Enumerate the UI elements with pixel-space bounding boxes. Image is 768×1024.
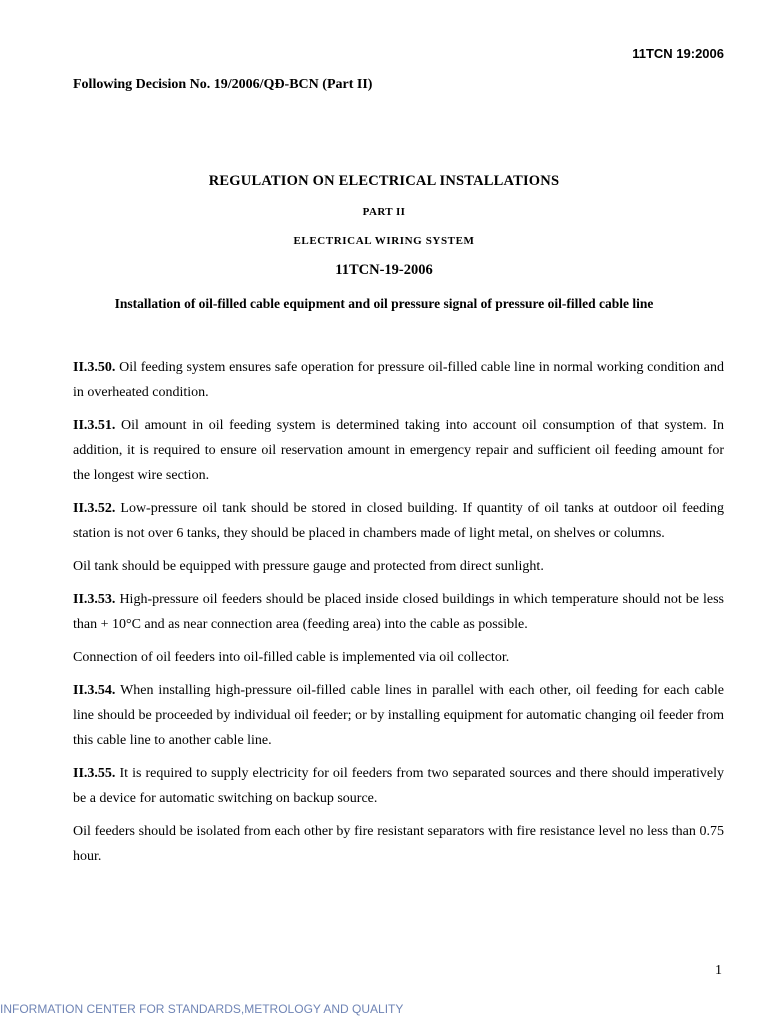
paragraph — [73, 819, 724, 869]
paragraph-text: Connection of oil feeders into oil-filled cable is implemented via oil collector. — [73, 650, 510, 665]
paragraph — [73, 355, 724, 405]
paragraph — [73, 678, 724, 753]
clause-number: II.3.51. — [73, 418, 116, 433]
clause-number: II.3.53. — [73, 592, 116, 607]
paragraph — [73, 413, 724, 488]
decision-reference: Following Decision No. 19/2006/QĐ-BCN (Part II) — [73, 77, 373, 92]
clause-number: II.3.50. — [73, 360, 116, 375]
paragraph-text: Oil amount in oil feeding system is determined taking into account oil consumption of that system. In addition, it is required to ensure oil reservation amount in emergency repair and sufficient oil feeding amount for the longest wire section. — [73, 418, 725, 483]
section-subtitle: Installation of oil-filled cable equipment and oil pressure signal of pressure oil-filled cable line — [114, 296, 654, 311]
paragraph-text: Low-pressure oil tank should be stored in closed building. If quantity of oil tanks at outdoor oil feeding station is not over 6 tanks, they should be placed in chambers made of light metal, on shelves or columns. — [73, 501, 725, 541]
clause-number: II.3.55. — [73, 766, 116, 781]
page-number: 1 — [715, 963, 722, 978]
paragraph-text: Oil feeding system ensures safe operation for pressure oil-filled cable line in normal working condition and in overheated condition. — [73, 360, 724, 400]
clause-number: II.3.54. — [73, 683, 116, 698]
footer-organization: INFORMATION CENTER FOR STANDARDS,METROLOGY AND QUALITY — [0, 1002, 404, 1016]
paragraph — [73, 554, 724, 579]
paragraph — [73, 587, 724, 637]
paragraph — [73, 645, 724, 670]
paragraph-text: Oil feeders should be isolated from each other by fire resistant separators with fire resistance level no less than 0.75 hour. — [73, 824, 724, 864]
paragraph-text: High-pressure oil feeders should be placed inside closed buildings in which temperature should not be less than + 10°C and as near connection area (feeding area) into the cable as possible. — [73, 592, 725, 632]
document-code: 11TCN 19:2006 — [632, 46, 724, 61]
paragraph-text: It is required to supply electricity for oil feeders from two separated sources and there should imperatively be a device for automatic switching on backup source. — [73, 766, 724, 806]
paragraph-text: Oil tank should be equipped with pressure gauge and protected from direct sunlight. — [73, 559, 544, 574]
standard-number: 11TCN-19-2006 — [335, 262, 433, 278]
document-body — [73, 355, 724, 877]
document-title: REGULATION ON ELECTRICAL INSTALLATIONS — [208, 173, 560, 189]
paragraph-text: When installing high-pressure oil-filled cable lines in parallel with each other, oil feeding for each cable line should be proceeded by individual oil feeder; or by installing equipment for automatic changing oil feeder from this cable line to another cable line. — [73, 683, 724, 748]
clause-number: II.3.52. — [73, 501, 116, 516]
paragraph — [73, 496, 724, 546]
part-heading: PART II — [362, 206, 406, 218]
paragraph — [73, 761, 724, 811]
system-heading: ELECTRICAL WIRING SYSTEM — [293, 235, 475, 247]
